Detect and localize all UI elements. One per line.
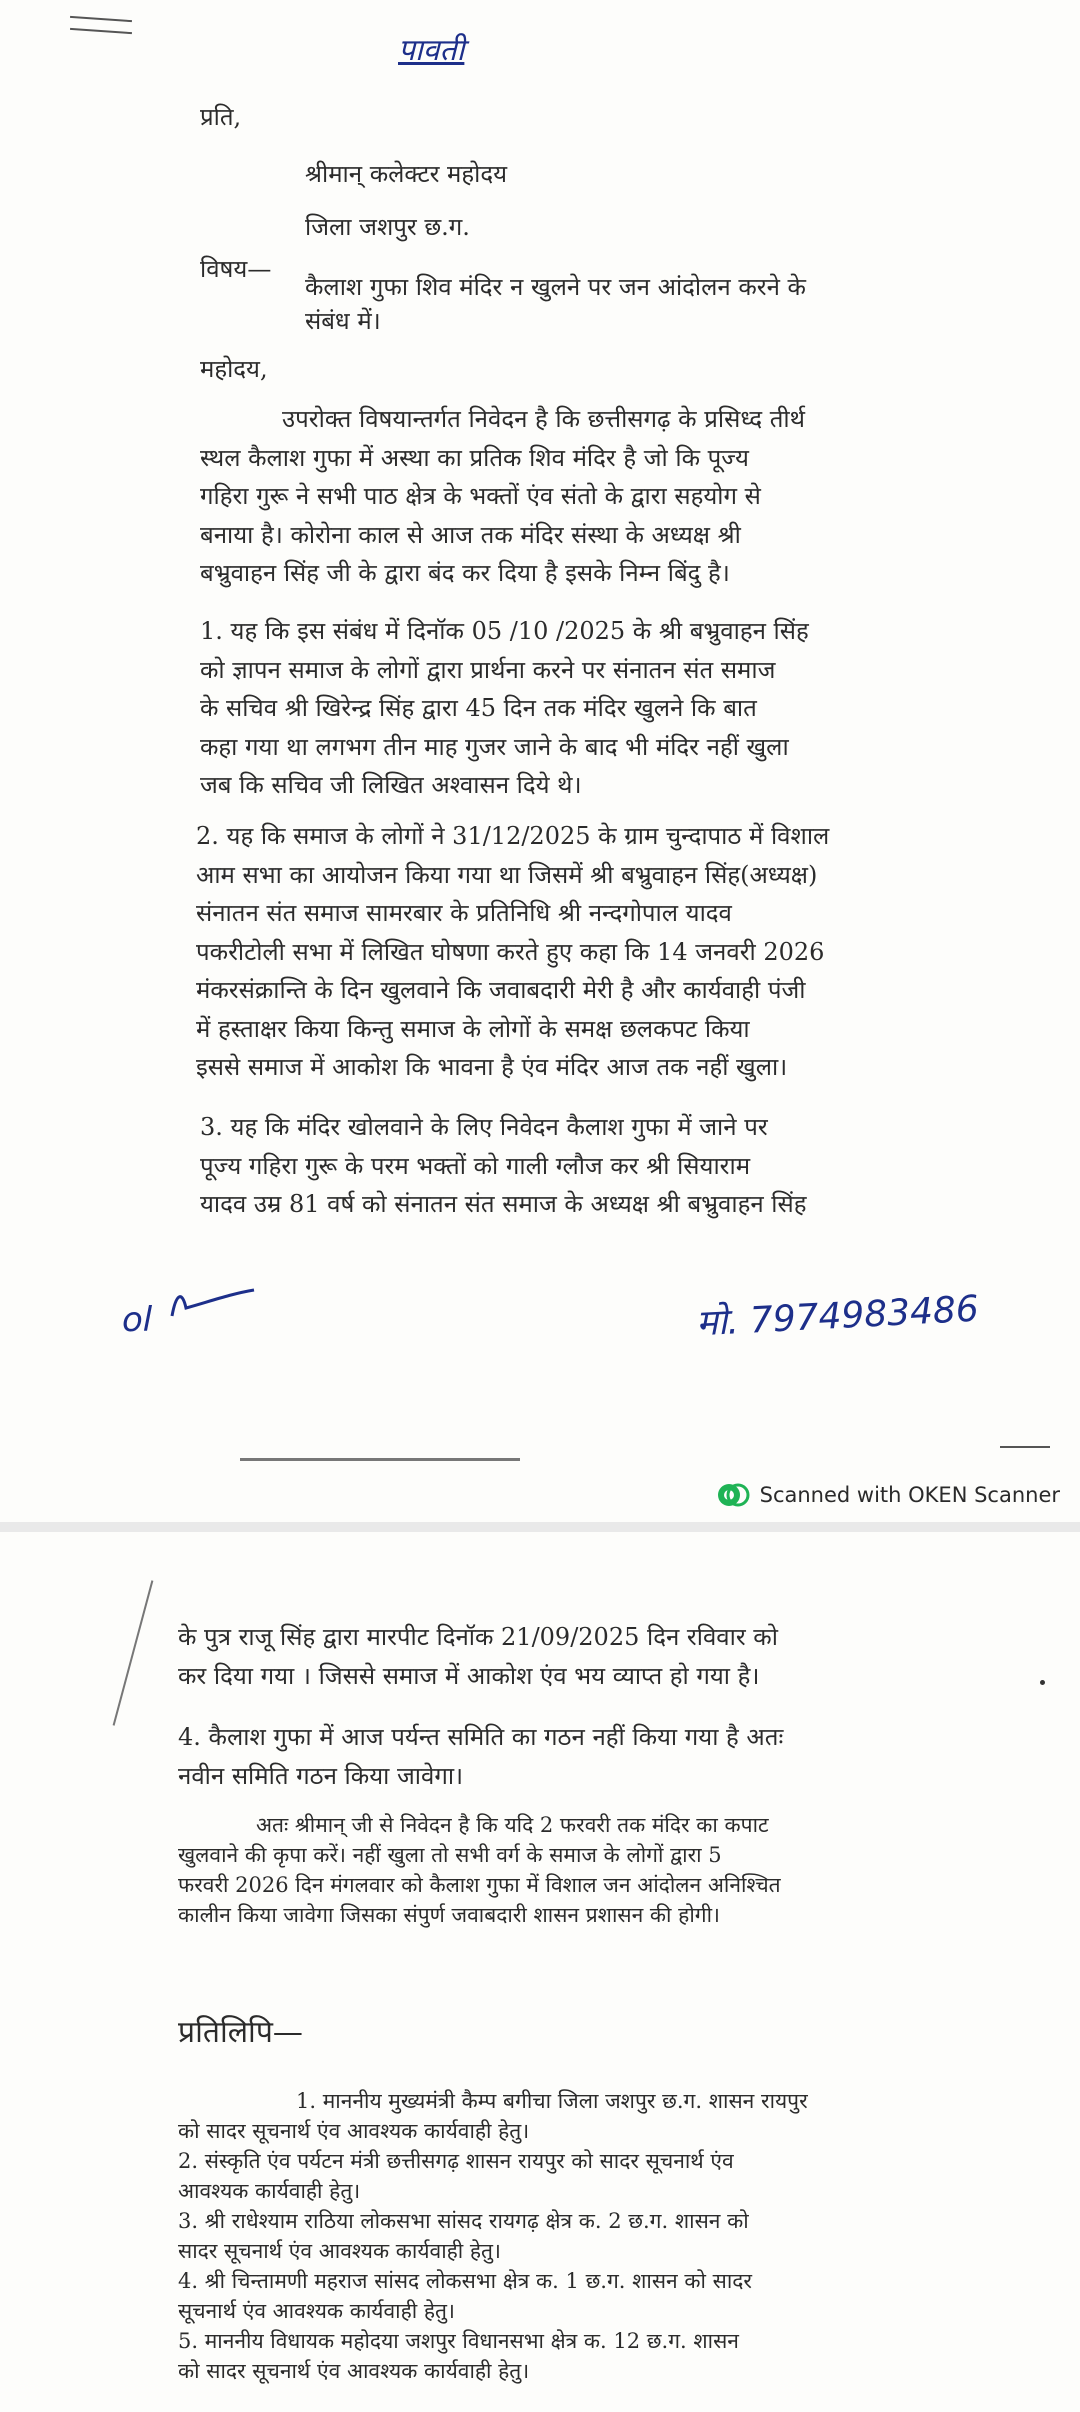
copy-item: 3. श्री राधेश्याम राठिया लोकसभा सांसद रायगढ़ क्षेत्र क. 2 छ.ग. शासन को सादर सूचनार्थ एंव आवश्यक कार्यवाही हेतु।: [178, 2209, 749, 2263]
copy-heading: प्रतिलिपि—: [178, 2015, 303, 2050]
intro-line: गहिरा गुरू ने सभी पाठ क्षेत्र के भक्तों एंव संतो के द्वारा सहयोग से: [200, 482, 761, 510]
point-2-paragraph: [196, 817, 926, 1087]
intro-line: स्थल कैलाश गुफा में अस्था का प्रतिक शिव मंदिर है जो कि पूज्य: [200, 443, 749, 472]
closing-paragraph: [178, 1810, 938, 1930]
scanner-logo-icon: [716, 1482, 750, 1508]
point-4-paragraph: [178, 1718, 938, 1795]
scan-mark: [70, 28, 132, 34]
subject-line-1: कैलाश गुफा शिव मंदिर न खुलने पर जन आंदोलन करने के: [305, 273, 806, 301]
scanner-watermark: [716, 1478, 1060, 1512]
handwritten-initials: ol: [122, 1300, 153, 1340]
copy-list: [178, 2086, 938, 2386]
point-2-line: आम सभा का आयोजन किया गया था जिसमें श्री बभ्रुवाहन सिंह(अध्यक्ष): [196, 860, 818, 889]
copy-item: 1. माननीय मुख्यमंत्री कैम्प बगीचा जिला जशपुर छ.ग. शासन रायपुर को सादर सूचनार्थ एंव आवश्यक कार्यवाही हेतु।: [178, 2089, 808, 2143]
point-1-paragraph: [200, 612, 920, 805]
addressee-line-2: जिला जशपुर छ.ग.: [305, 213, 470, 241]
copy-item: 2. संस्कृति एंव पर्यटन मंत्री छत्तीसगढ़ शासन रायपुर को सादर सूचनार्थ एंव आवश्यक कार्यवाही हेतु।: [178, 2149, 734, 2203]
point-2-line: इससे समाज में आकोश कि भावना है एंव मंदिर आज तक नहीं खुला।: [196, 1053, 788, 1081]
scan-mark: [70, 16, 132, 22]
point-2-line: पकरीटोली सभा में लिखित घोषणा करते हुए कहा कि 14 जनवरी 2026: [196, 937, 825, 966]
continuation-paragraph: [178, 1618, 938, 1695]
scan-mark: [1000, 1446, 1050, 1448]
scanner-label: Scanned with OKEN Scanner: [759, 1483, 1060, 1507]
point-4-line: नवीन समिति गठन किया जावेगा।: [178, 1761, 464, 1790]
point-1-line: कहा गया था लगभग तीन माह गुजर जाने के बाद भी मंदिर नहीं खुला: [200, 732, 789, 761]
intro-paragraph: [200, 400, 920, 593]
handwritten-stroke: [168, 1284, 258, 1324]
scanned-page-2: [0, 1532, 1080, 2412]
point-2-line: मंकरसंक्रान्ति के दिन खुलवाने कि जवाबदारी मेरी है और कार्यवाही पंजी: [196, 976, 806, 1004]
closing-line: फरवरी 2026 दिन मंगलवार को कैलाश गुफा में विशाल जन आंदोलन अनिश्चित: [178, 1873, 781, 1897]
closing-line: खुलवाने की कृपा करें। नहीं खुला तो सभी वर्ग के समाज के लोगों द्वारा 5: [178, 1843, 722, 1867]
point-4-line: 4. कैलाश गुफा में आज पर्यन्त समिति का गठन नहीं किया गया है अतः: [178, 1723, 784, 1751]
intro-line: उपरोक्त विषयान्तर्गत निवेदन है कि छत्तीसगढ़ के प्रसिध्द तीर्थ: [282, 405, 805, 433]
point-3-line: यादव उम्र 81 वर्ष को संनातन संत समाज के अध्यक्ष श्री बभ्रुवाहन सिंह: [200, 1190, 807, 1218]
closing-line: कालीन किया जावेगा जिसका संपुर्ण जवाबदारी शासन प्रशासन की होगी।: [178, 1903, 720, 1927]
intro-line: बभ्रुवाहन सिंह जी के द्वारा बंद कर दिया है इसके निम्न बिंदु है।: [200, 559, 730, 587]
addressee-line-1: श्रीमान् कलेक्टर महोदय: [305, 160, 508, 188]
scan-dot: [1040, 1680, 1045, 1685]
point-2-line: संनातन संत समाज सामरबार के प्रतिनिधि श्री नन्दगोपाल यादव: [196, 899, 732, 927]
copy-item: 5. माननीय विधायक महोदया जशपुर विधानसभा क्षेत्र क. 12 छ.ग. शासन को सादर सूचनार्थ एंव आवश्यक कार्यवाही हेतु।: [178, 2329, 739, 2383]
handwritten-note: पावती: [398, 33, 465, 68]
intro-line: बनाया है। कोरोना काल से आज तक मंदिर संस्था के अध्यक्ष श्री: [200, 520, 741, 549]
prati-label: प्रति,: [200, 103, 242, 131]
point-3-line: पूज्य गहिरा गुरू के परम भक्तों को गाली ग्लौज कर श्री सियाराम: [200, 1151, 751, 1180]
point-2-line: में हस्ताक्षर किया किन्तु समाज के लोगों के समक्ष छलकपट किया: [196, 1014, 750, 1043]
scan-mark: [240, 1458, 520, 1461]
salutation: महोदय,: [200, 355, 268, 383]
point-1-line: जब कि सचिव जी लिखित अश्वासन दिये थे।: [200, 771, 582, 799]
point-1-line: 1. यह कि इस संबंध में दिनॉक 05 /10 /2025 के श्री बभ्रुवाहन सिंह: [200, 617, 809, 645]
closing-line: अतः श्रीमान् जी से निवेदन है कि यदि 2 फरवरी तक मंदिर का कपाट: [256, 1813, 769, 1837]
subject-label: विषय—: [200, 255, 272, 283]
continuation-line: के पुत्र राजू सिंह द्वारा मारपीट दिनॉक 21/09/2025 दिन रविवार को: [178, 1623, 778, 1651]
point-3-paragraph: [200, 1108, 930, 1224]
point-2-line: 2. यह कि समाज के लोगों ने 31/12/2025 के ग्राम चुन्दापाठ में विशाल: [196, 822, 830, 850]
subject-line-2: संबंध में।: [305, 307, 381, 335]
point-1-line: के सचिव श्री खिरेन्द्र सिंह द्वारा 45 दिन तक मंदिर खुलने कि बात: [200, 694, 757, 722]
continuation-line: कर दिया गया । जिससे समाज में आकोश एंव भय व्याप्त हो गया है।: [178, 1661, 760, 1690]
point-3-line: 3. यह कि मंदिर खोलवाने के लिए निवेदन कैलाश गुफा में जाने पर: [200, 1113, 768, 1141]
copy-item: 4. श्री चिन्तामणी महराज सांसद लोकसभा क्षेत्र क. 1 छ.ग. शासन को सादर सूचनार्थ एंव आवश्यक कार्यवाही हेतु।: [178, 2269, 752, 2323]
handwritten-mobile-number: मो. 7974983486: [695, 1288, 980, 1345]
point-1-line: को ज्ञापन समाज के लोगों द्वारा प्रार्थना करने पर संनातन संत समाज: [200, 655, 776, 684]
scan-mark: [113, 1580, 154, 1725]
